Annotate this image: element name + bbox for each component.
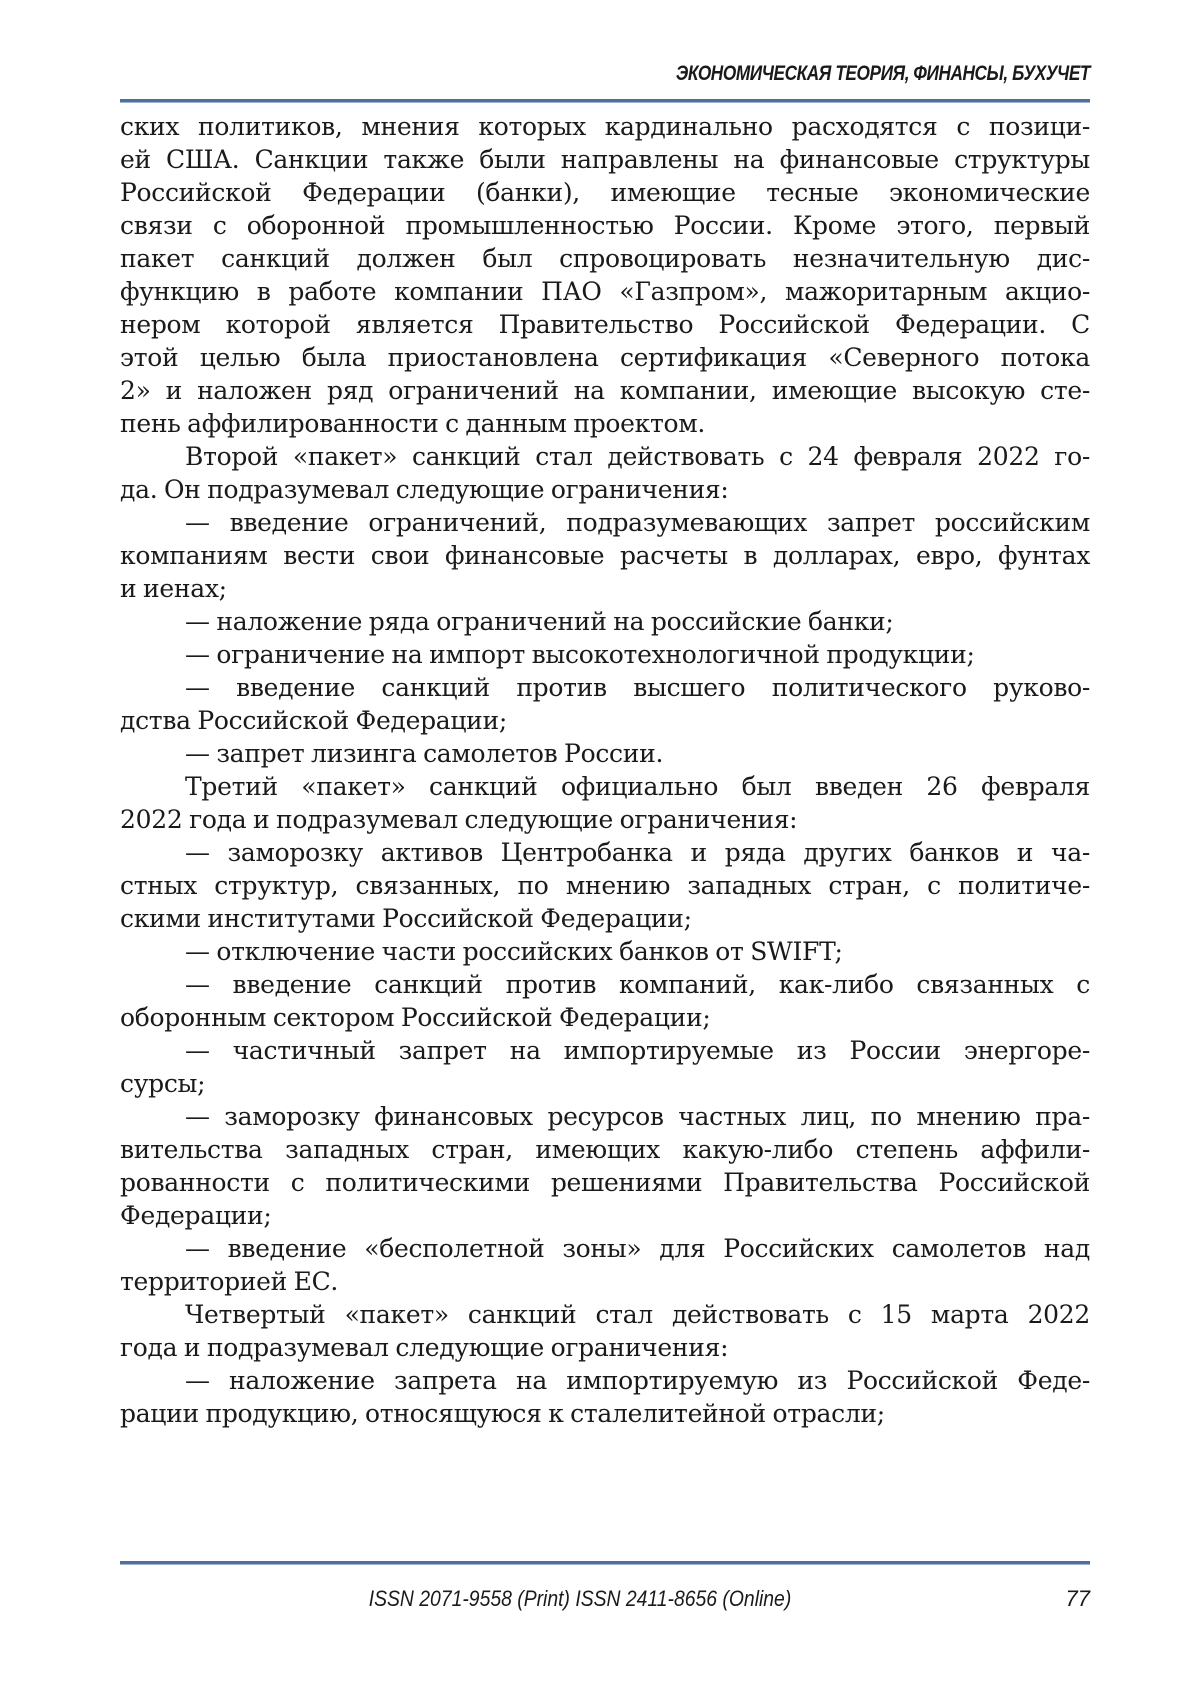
text-line: дства Российской Федерации; (120, 704, 1090, 737)
text-line: Третий «пакет» санкций официально был введен 26 февраля (120, 770, 1090, 803)
text-line: 2» и наложен ряд ограничений на компании, имеющие высокую сте- (120, 374, 1090, 407)
text-line: этой целью была приостановлена сертификация «Северного потока (120, 341, 1090, 374)
text-line: да. Он подразумевал следующие ограничения: (120, 473, 1090, 506)
page-number: 77 (1066, 1586, 1090, 1612)
text-line: ей США. Санкции также были направлены на финансовые структуры (120, 143, 1090, 176)
text-line: — введение санкций против компаний, как-либо связанных с (120, 968, 1090, 1001)
text-line: компаниям вести свои финансовые расчеты в долларах, евро, фунтах (120, 539, 1090, 572)
body-text (120, 110, 1090, 1430)
text-line: Российской Федерации (банки), имеющие тесные экономические (120, 176, 1090, 209)
text-line: — введение «бесполетной зоны» для Российских самолетов над (120, 1232, 1090, 1265)
text-line: 2022 года и подразумевал следующие ограничения: (120, 803, 1090, 836)
text-line: Четвертый «пакет» санкций стал действовать с 15 марта 2022 (120, 1298, 1090, 1331)
text-line: ских политиков, мнения которых кардинально расходятся с позици- (120, 110, 1090, 143)
text-line: Второй «пакет» санкций стал действовать с 24 февраля 2022 го- (120, 440, 1090, 473)
text-line: — отключение части российских банков от SWIFT; (120, 935, 1090, 968)
text-line: Федерации; (120, 1199, 1090, 1232)
text-line: — наложение ряда ограничений на российские банки; (120, 605, 1090, 638)
text-line: пень аффилированности с данным проектом. (120, 407, 1090, 440)
header-divider (120, 99, 1090, 102)
text-line: — введение санкций против высшего политического руково- (120, 671, 1090, 704)
text-line: функцию в работе компании ПАО «Газпром», мажоритарным акцио- (120, 275, 1090, 308)
text-line: — ограничение на импорт высокотехнологичной продукции; (120, 638, 1090, 671)
text-line: связи с оборонной промышленностью России. Кроме этого, первый (120, 209, 1090, 242)
issn-text: ISSN 2071-9558 (Print) ISSN 2411-8656 (Online) (334, 1586, 827, 1612)
text-line: стных структур, связанных, по мнению западных стран, с политиче- (120, 869, 1090, 902)
text-line: и иенах; (120, 572, 1090, 605)
text-line: — запрет лизинга самолетов России. (120, 737, 1090, 770)
running-header: ЭКОНОМИЧЕСКАЯ ТЕОРИЯ, ФИНАНСЫ, БУХУЧЕТ (676, 62, 1090, 86)
text-line: пакет санкций должен был спровоцировать незначительную дис- (120, 242, 1090, 275)
text-line: — введение ограничений, подразумевающих запрет российским (120, 506, 1090, 539)
text-line: скими институтами Российской Федерации; (120, 902, 1090, 935)
text-line: — заморозку финансовых ресурсов частных лиц, по мнению пра- (120, 1100, 1090, 1133)
text-line: рации продукцию, относящуюся к сталелитейной отрасли; (120, 1397, 1090, 1430)
text-line: территорией ЕС. (120, 1265, 1090, 1298)
footer-divider (120, 1561, 1090, 1564)
text-line: года и подразумевал следующие ограничения: (120, 1331, 1090, 1364)
text-line: — частичный запрет на импортируемые из России энергоре- (120, 1034, 1090, 1067)
text-line: сурсы; (120, 1067, 1090, 1100)
text-line: вительства западных стран, имеющих какую-либо степень аффили- (120, 1133, 1090, 1166)
text-line: нером которой является Правительство Российской Федерации. С (120, 308, 1090, 341)
text-line: оборонным сектором Российской Федерации; (120, 1001, 1090, 1034)
text-line: — наложение запрета на импортируемую из Российской Феде- (120, 1364, 1090, 1397)
text-line: — заморозку активов Центробанка и ряда других банков и ча- (120, 836, 1090, 869)
text-line: рованности с политическими решениями Правительства Российской (120, 1166, 1090, 1199)
